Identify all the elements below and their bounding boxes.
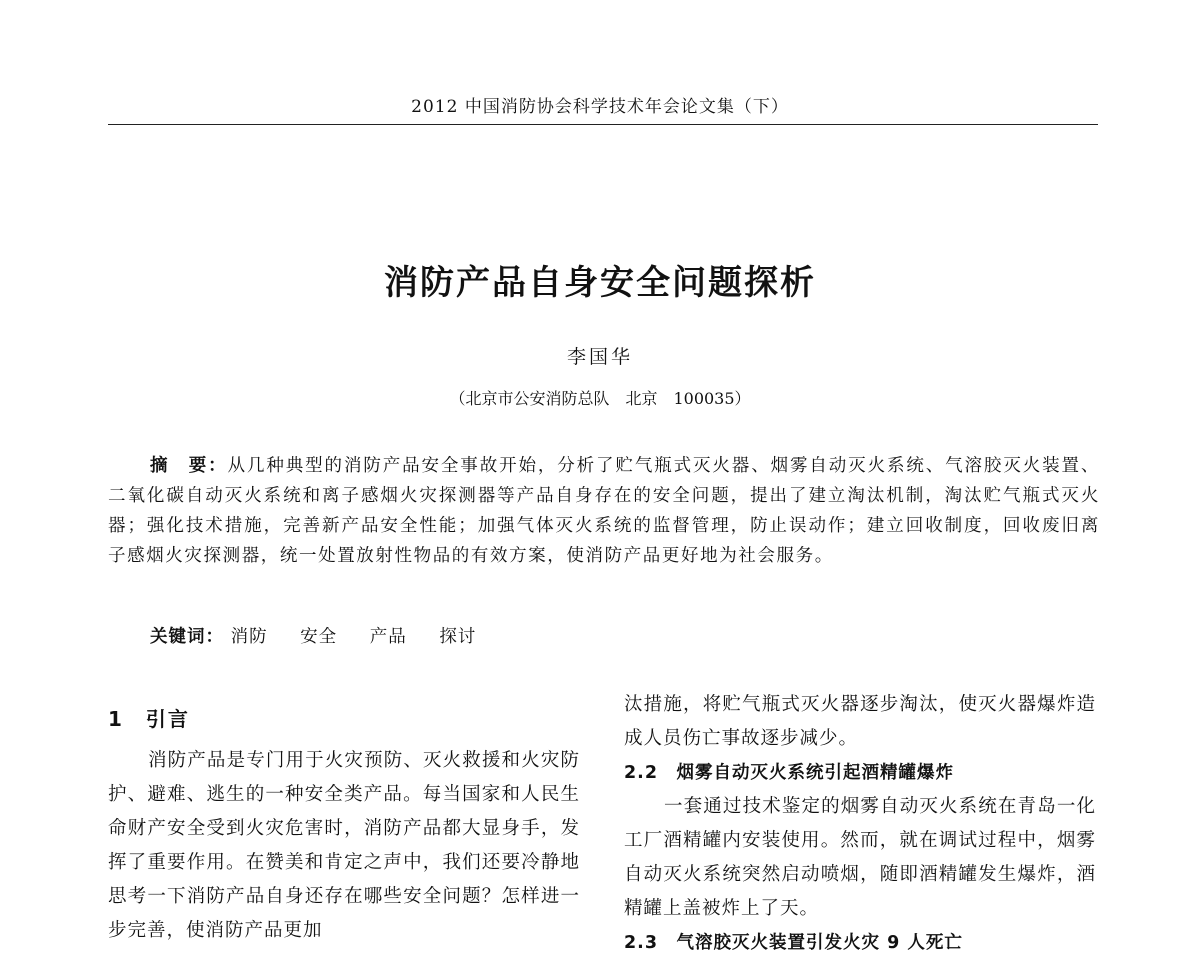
keyword: 消防 xyxy=(230,627,268,647)
keywords-label: 关键词： xyxy=(150,627,224,647)
keyword: 安全 xyxy=(300,627,338,647)
header-rule xyxy=(108,124,1098,125)
subsection-heading-2-2: 2.2 烟雾自动灭火系统引起酒精罐爆炸 xyxy=(624,763,954,783)
paper-title: 消防产品自身安全问题探析 xyxy=(384,263,816,303)
right-column xyxy=(624,688,1096,960)
section-heading-introduction: 1 引言 xyxy=(108,707,190,731)
keywords xyxy=(150,623,502,648)
running-header: 2012 中国消防协会科学技术年会论文集（下） xyxy=(411,97,789,117)
subsection-paragraph: 一套通过技术鉴定的烟雾自动灭火系统在青岛一化工厂酒精罐内安装使用。然而，就在调试过程中，烟雾自动灭火系统突然启动喷烟，随即酒精罐发生爆炸，酒精罐上盖被炸上了天。 xyxy=(624,796,1096,919)
subsection-heading-2-3: 2.3 气溶胶灭火装置引发火灾 9 人死亡 xyxy=(624,933,963,953)
author-name: 李国华 xyxy=(566,346,633,368)
introduction-paragraph: 消防产品是专门用于火灾预防、灭火救援和火灾防护、避难、逃生的一种安全类产品。每当国家和人民生命财产安全受到火灾危害时，消防产品都大显身手，发挥了重要作用。在赞美和肯定之声中，我们还要冷静地思考一下消防产品自身还存在哪些安全问题？怎样进一步完善，使消防产品更加 xyxy=(108,750,580,941)
affiliation: （北京市公安消防总队 北京 100035） xyxy=(449,389,751,408)
abstract xyxy=(108,451,1100,571)
abstract-label: 摘 要： xyxy=(150,456,228,476)
continuation-paragraph: 汰措施，将贮气瓶式灭火器逐步淘汰，使灭火器爆炸造成人员伤亡事故逐步减少。 xyxy=(624,694,1096,749)
keyword: 产品 xyxy=(369,627,407,647)
abstract-text: 从几种典型的消防产品安全事故开始，分析了贮气瓶式灭火器、烟雾自动灭火系统、气溶胶灭火装置、二氧化碳自动灭火系统和离子感烟火灾探测器等产品自身存在的安全问题，提出了建立淘汰机制，淘汰贮气瓶式灭火器；强化技术措施，完善新产品安全性能；加强气体灭火系统的监督管理，防止误动作；建立回收制度，回收废旧离子感烟火灾探测器，统一处置放射性物品的有效方案，使消防产品更好地为社会服务。 xyxy=(108,456,1100,566)
left-column xyxy=(108,688,580,948)
keyword: 探讨 xyxy=(439,627,477,647)
